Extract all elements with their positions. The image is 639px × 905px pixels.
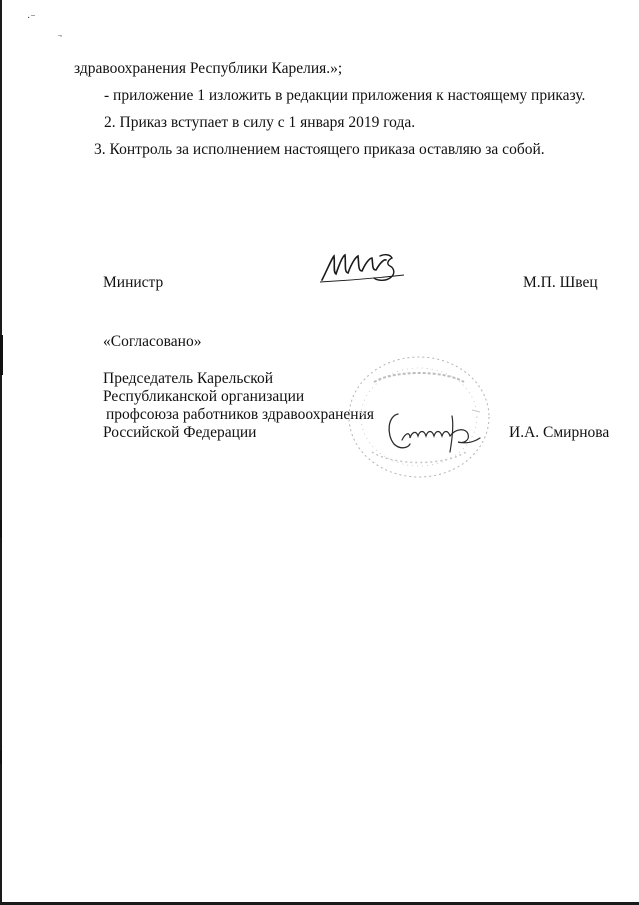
scan-edge-mark [0, 750, 2, 764]
scan-speck: ., [58, 29, 62, 38]
scan-speck: ·⁻ [27, 13, 36, 24]
agreement-position-line-2: Республиканской организации [103, 388, 305, 405]
agreement-heading: «Согласовано» [103, 333, 202, 350]
chairwoman-signature [380, 400, 490, 460]
agreement-position-line-1: Председатель Карельской [103, 370, 274, 387]
scan-left-edge [0, 0, 2, 905]
scan-edge-mark [0, 335, 3, 375]
agreement-position-line-3: профсоюза работников здравоохранения [106, 406, 374, 423]
body-line-4: 3. Контроль за исполнением настоящего приказа оставляю за собой. [94, 141, 545, 158]
agreement-position-line-4: Российской Федерации [103, 424, 257, 441]
body-line-3: 2. Приказ вступает в силу с 1 января 2019 года. [104, 114, 416, 131]
agreement-name: И.А. Смирнова [509, 424, 610, 441]
body-line-2: - приложение 1 изложить в редакции приложения к настоящему приказу. [104, 87, 586, 104]
minister-signature [318, 248, 408, 288]
minister-name: М.П. Швец [523, 274, 598, 291]
body-line-1: здравоохранения Республики Карелия.»; [74, 60, 343, 77]
scan-edge-mark [0, 520, 2, 538]
minister-title: Министр [103, 274, 164, 291]
